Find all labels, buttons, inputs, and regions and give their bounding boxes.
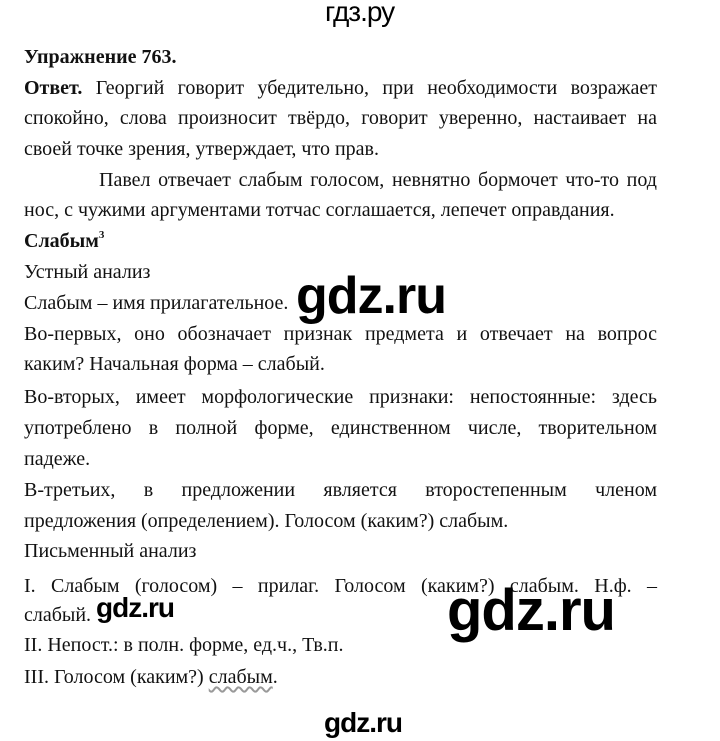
analysis-line: каким? Начальная форма – слабый. <box>24 353 325 375</box>
watermark: gdz.ru <box>96 592 174 623</box>
footnote-mark: 3 <box>98 229 105 241</box>
word: Слабым <box>24 230 99 252</box>
section-heading: Устный анализ <box>24 261 151 283</box>
exercise-title: Упражнение 763. <box>24 46 177 68</box>
analysis-line: употреблено в полной форме, единственном числе, творительном <box>24 417 657 439</box>
paragraph-line <box>24 76 657 100</box>
text: . <box>272 666 278 688</box>
watermark: gdz.ru <box>296 267 446 325</box>
analysis-line: Слабым – имя прилагательное. <box>24 292 289 314</box>
analysis-line: слабый. <box>24 604 92 626</box>
text: Георгий говорит убедительно, при необходимости возражает <box>95 77 657 99</box>
analysis-line: Во-вторых, имеет морфологические признаки: непостоянные: здесь <box>24 386 657 408</box>
answer-label: Ответ. <box>24 77 83 99</box>
watermark: gdz.ru <box>447 578 615 643</box>
analysis-line: падеже. <box>24 448 91 470</box>
word-heading <box>24 229 657 253</box>
analysis-line <box>24 665 657 689</box>
paragraph-line: Павел отвечает слабым голосом, невнятно бормочет что-то под <box>99 169 657 191</box>
section-heading: Письменный анализ <box>24 540 197 562</box>
analysis-line: I. Слабым (голосом) – прилаг. Голосом (каким?) слабым. Н.ф. – <box>24 575 657 597</box>
analysis-line: В-третьих, в предложении является второстепенным членом <box>24 479 657 501</box>
analysis-line: предложения (определением). Голосом (каким?) слабым. <box>24 510 509 532</box>
underlined-word: слабым <box>208 666 273 688</box>
paragraph-line: своей точке зрения, утверждает, что прав. <box>24 138 379 160</box>
text: III. Голосом (каким?) <box>24 666 209 688</box>
analysis-line: II. Непост.: в полн. форме, ед.ч., Тв.п. <box>24 634 344 656</box>
watermark: gdz.ru <box>324 707 402 738</box>
paragraph-line: нос, с чужими аргументами тотчас соглашается, лепечет оправдания. <box>24 199 615 221</box>
site-header: гдз.ру <box>325 0 395 27</box>
analysis-line: Во-первых, оно обозначает признак предмета и отвечает на вопрос <box>24 323 657 345</box>
paragraph-line: спокойно, слова произносит твёрдо, говорит уверенно, настаивает на <box>24 107 657 129</box>
